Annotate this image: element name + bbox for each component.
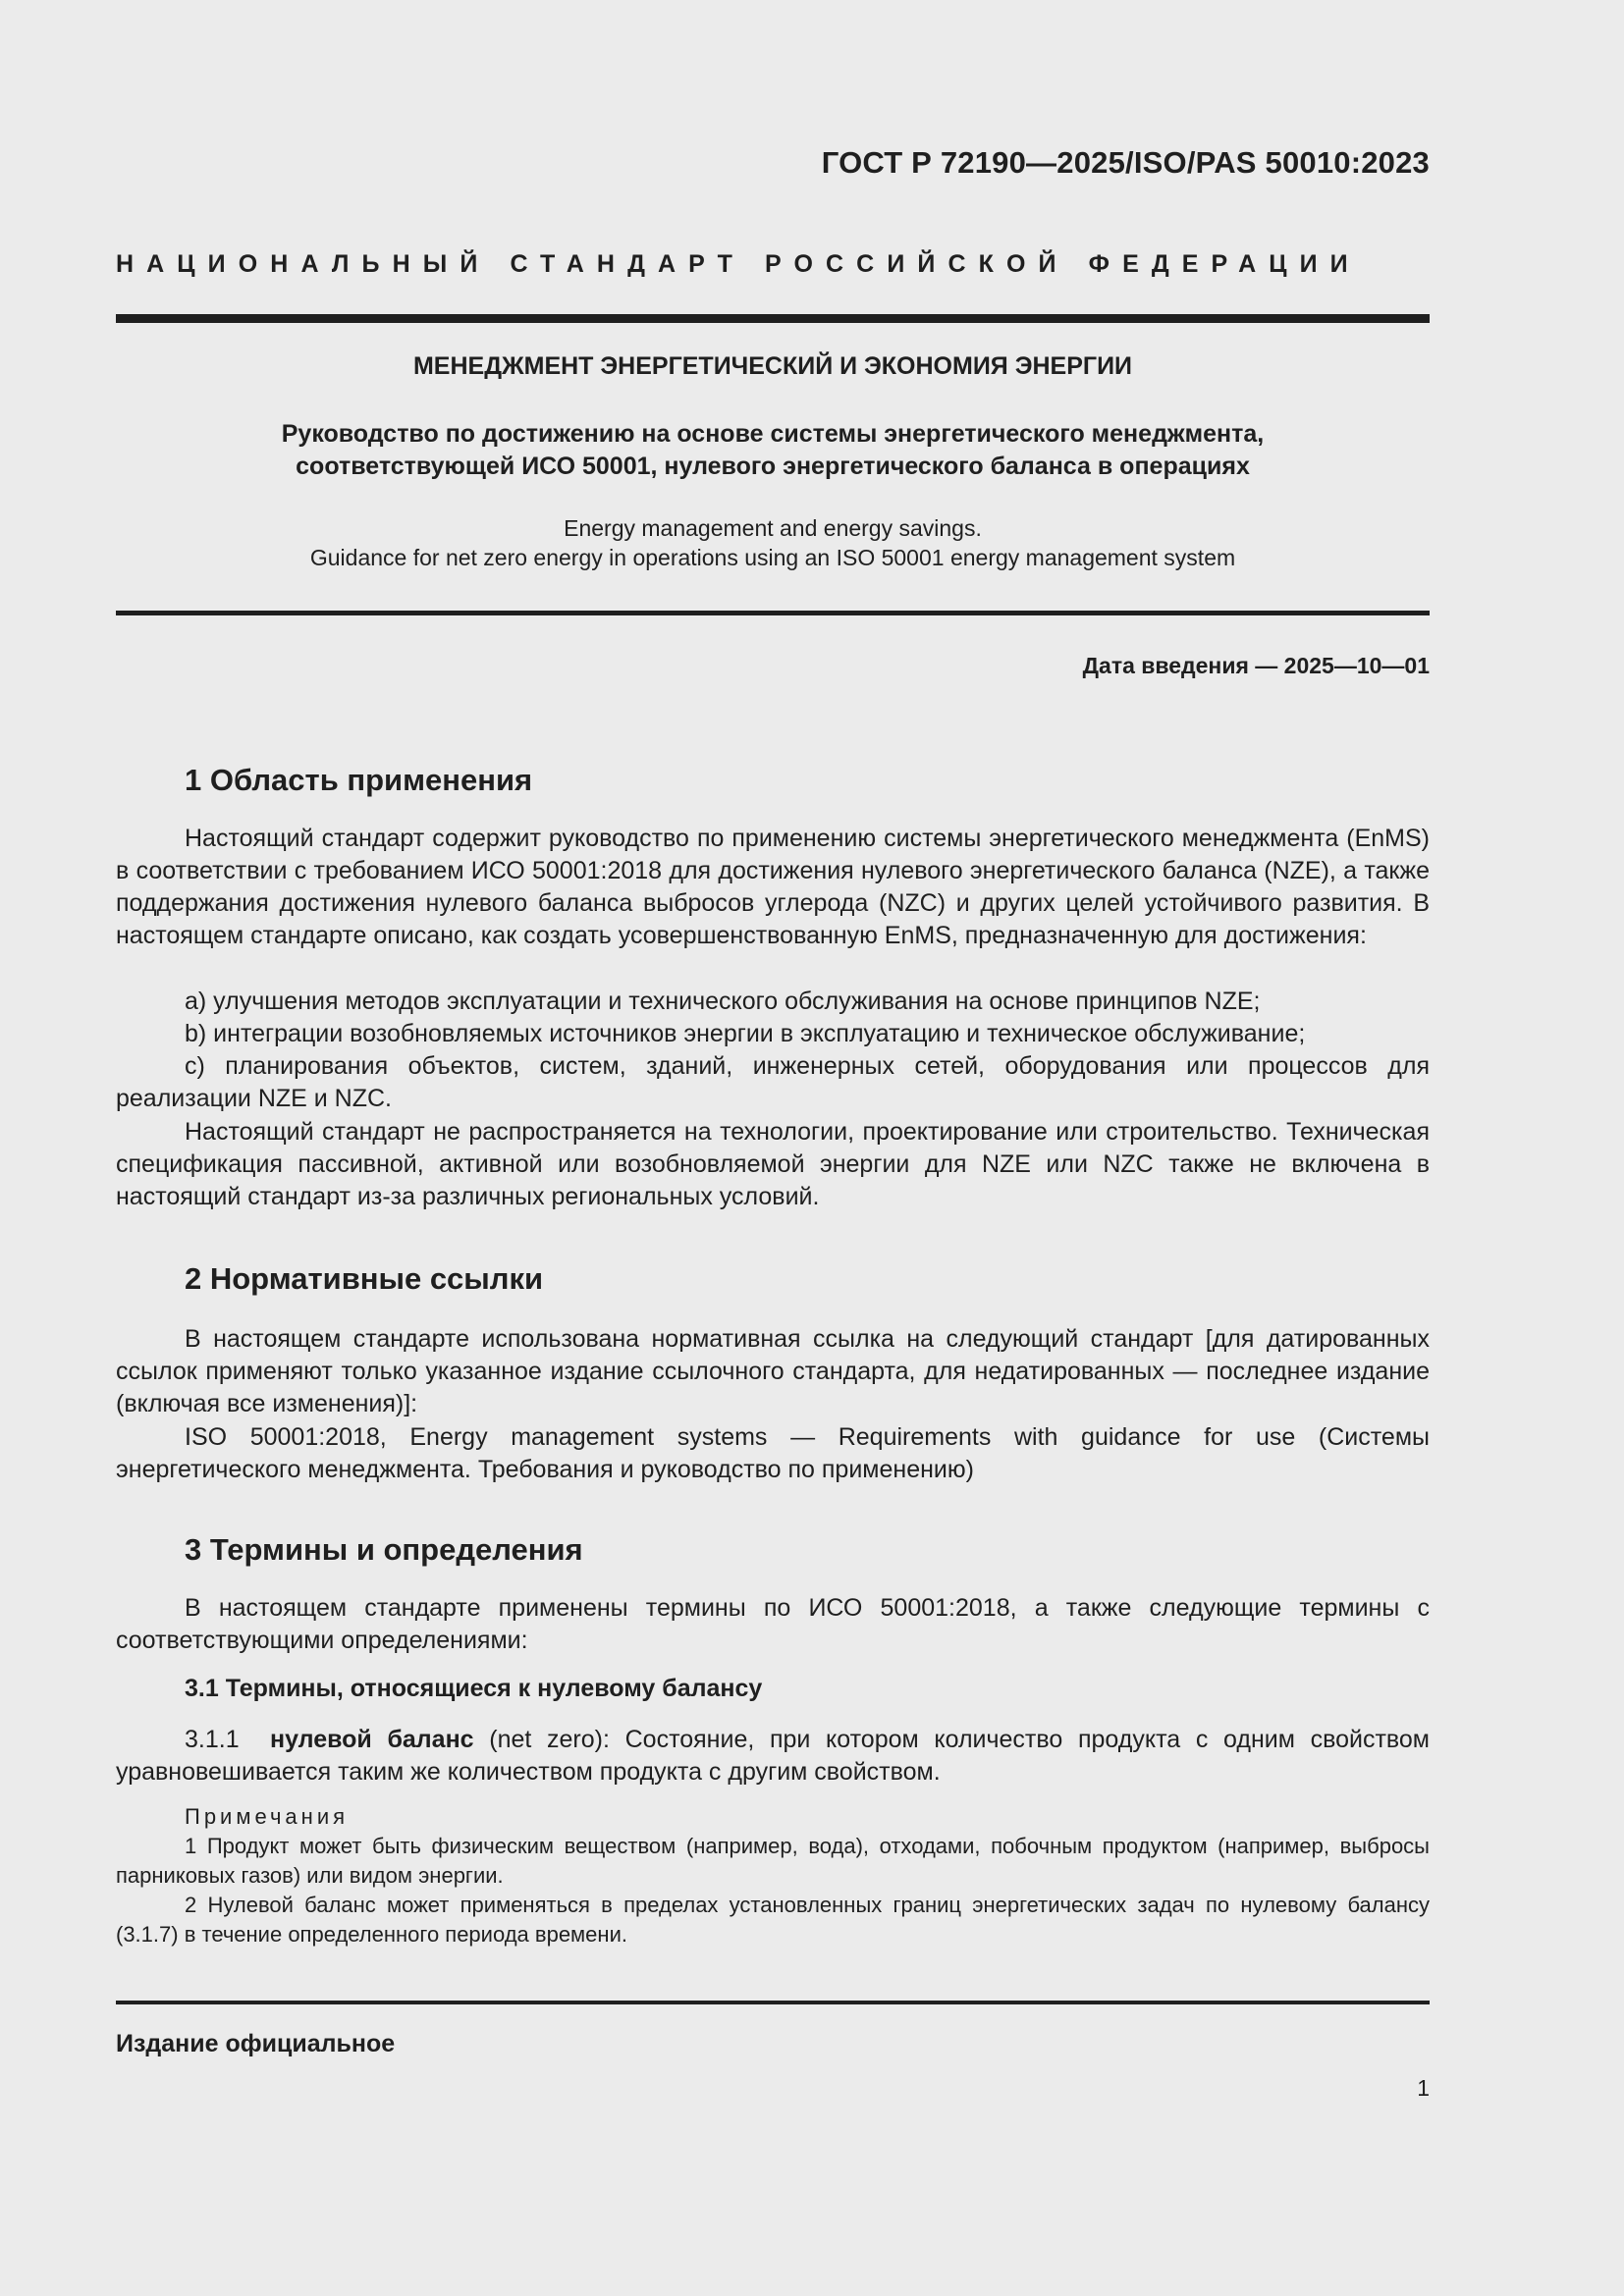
list-item-b: b) интеграции возобновляемых источников энергии в эксплуатацию и техническое обслуживание; <box>185 1020 1306 1047</box>
term-definition: (net zero): Состояние, при котором количество продукта с одним свойством уравновешивается таким же количеством продукта с другим свойством. <box>116 1726 1430 1786</box>
term-3-1-1 <box>116 1724 1430 1789</box>
national-standard-banner: НАЦИОНАЛЬНЫЙ СТАНДАРТ РОССИЙСКОЙ ФЕДЕРАЦИИ <box>116 250 1361 278</box>
section-3-heading: 3 Термины и определения <box>185 1532 583 1567</box>
note-2: 2 Нулевой баланс может применяться в пределах установленных границ энергетических задач по нулевому балансу (3.1.7) в течение определенного периода времени. <box>116 1893 1430 1947</box>
section-1-paragraph-1: Настоящий стандарт содержит руководство по применению системы энергетического менеджмента (EnMS) в соответствии с требованием ИСО 50001:2018 для достижения нулевого энергетического баланса (NZE), а также поддержания достижения нулевого баланса выбросов углерода (NZC) и других целей устойчивого развития. В настоящем стандарте описано, как создать усовершенствованную EnMS, предназначенную для достижения: <box>116 825 1430 949</box>
page-number: 1 <box>1417 2075 1430 2101</box>
term-name: нулевой баланс <box>269 1726 474 1753</box>
english-title-line-1: Energy management and energy savings. <box>564 515 982 541</box>
note-1: 1 Продукт может быть физическим веществом (например, вода), отходами, побочным продуктом (например, выбросы парниковых газов) или видом энергии. <box>116 1834 1430 1888</box>
subtitle-line-2: соответствующей ИСО 50001, нулевого энергетического баланса в операциях <box>296 453 1250 480</box>
document-subtitle <box>116 418 1430 483</box>
title-bottom-rule <box>116 611 1430 615</box>
subtitle-line-1: Руководство по достижению на основе системы энергетического менеджмента, <box>281 420 1265 448</box>
notes-heading: Примечания <box>185 1804 350 1829</box>
section-2-paragraph-2: ISO 50001:2018, Energy management systems — Requirements with guidance for use (Системы энергетического менеджмента. Требования и руководство по применению) <box>116 1423 1430 1483</box>
list-item-a: а) улучшения методов эксплуатации и технического обслуживания на основе принципов NZE; <box>185 988 1261 1015</box>
section-2-heading: 2 Нормативные ссылки <box>185 1261 544 1296</box>
section-1-heading: 1 Область применения <box>185 763 533 797</box>
term-number: 3.1.1 <box>185 1726 240 1753</box>
document-page <box>116 0 1430 2296</box>
gost-code: ГОСТ Р 72190—2025/ISO/PAS 50010:2023 <box>821 145 1430 180</box>
subsection-3-1-heading: 3.1 Термины, относящиеся к нулевому балансу <box>185 1675 763 1702</box>
english-title-line-2: Guidance for net zero energy in operations using an ISO 50001 energy management system <box>309 545 1236 570</box>
english-title <box>116 513 1430 572</box>
official-edition-label: Издание официальное <box>116 2030 396 2057</box>
list-item-c: c) планирования объектов, систем, зданий, инженерных сетей, оборудования или процессов для реализации NZE и NZC. <box>116 1052 1430 1112</box>
document-title: МЕНЕДЖМЕНТ ЭНЕРГЕТИЧЕСКИЙ И ЭКОНОМИЯ ЭНЕРГИИ <box>412 352 1133 380</box>
section-3-paragraph-1: В настоящем стандарте применены термины по ИСО 50001:2018, а также следующие термины с соответствующими определениями: <box>116 1594 1430 1654</box>
footer-rule <box>116 2001 1430 2004</box>
section-1-paragraph-2: Настоящий стандарт не распространяется на технологии, проектирование или строительство. Техническая спецификация пассивной, активной или возобновляемой энергии для NZE или NZC также не включена в настоящий стандарт из-за различных региональных условий. <box>116 1118 1430 1210</box>
section-2-paragraph-1: В настоящем стандарте использована нормативная ссылка на следующий стандарт [для датированных ссылок применяют только указанное издание ссылочного стандарта, для недатированных — последнее издание (включая все изменения)]: <box>116 1325 1430 1417</box>
top-rule <box>116 314 1430 323</box>
introduction-date: Дата введения — 2025—10—01 <box>1082 653 1430 678</box>
